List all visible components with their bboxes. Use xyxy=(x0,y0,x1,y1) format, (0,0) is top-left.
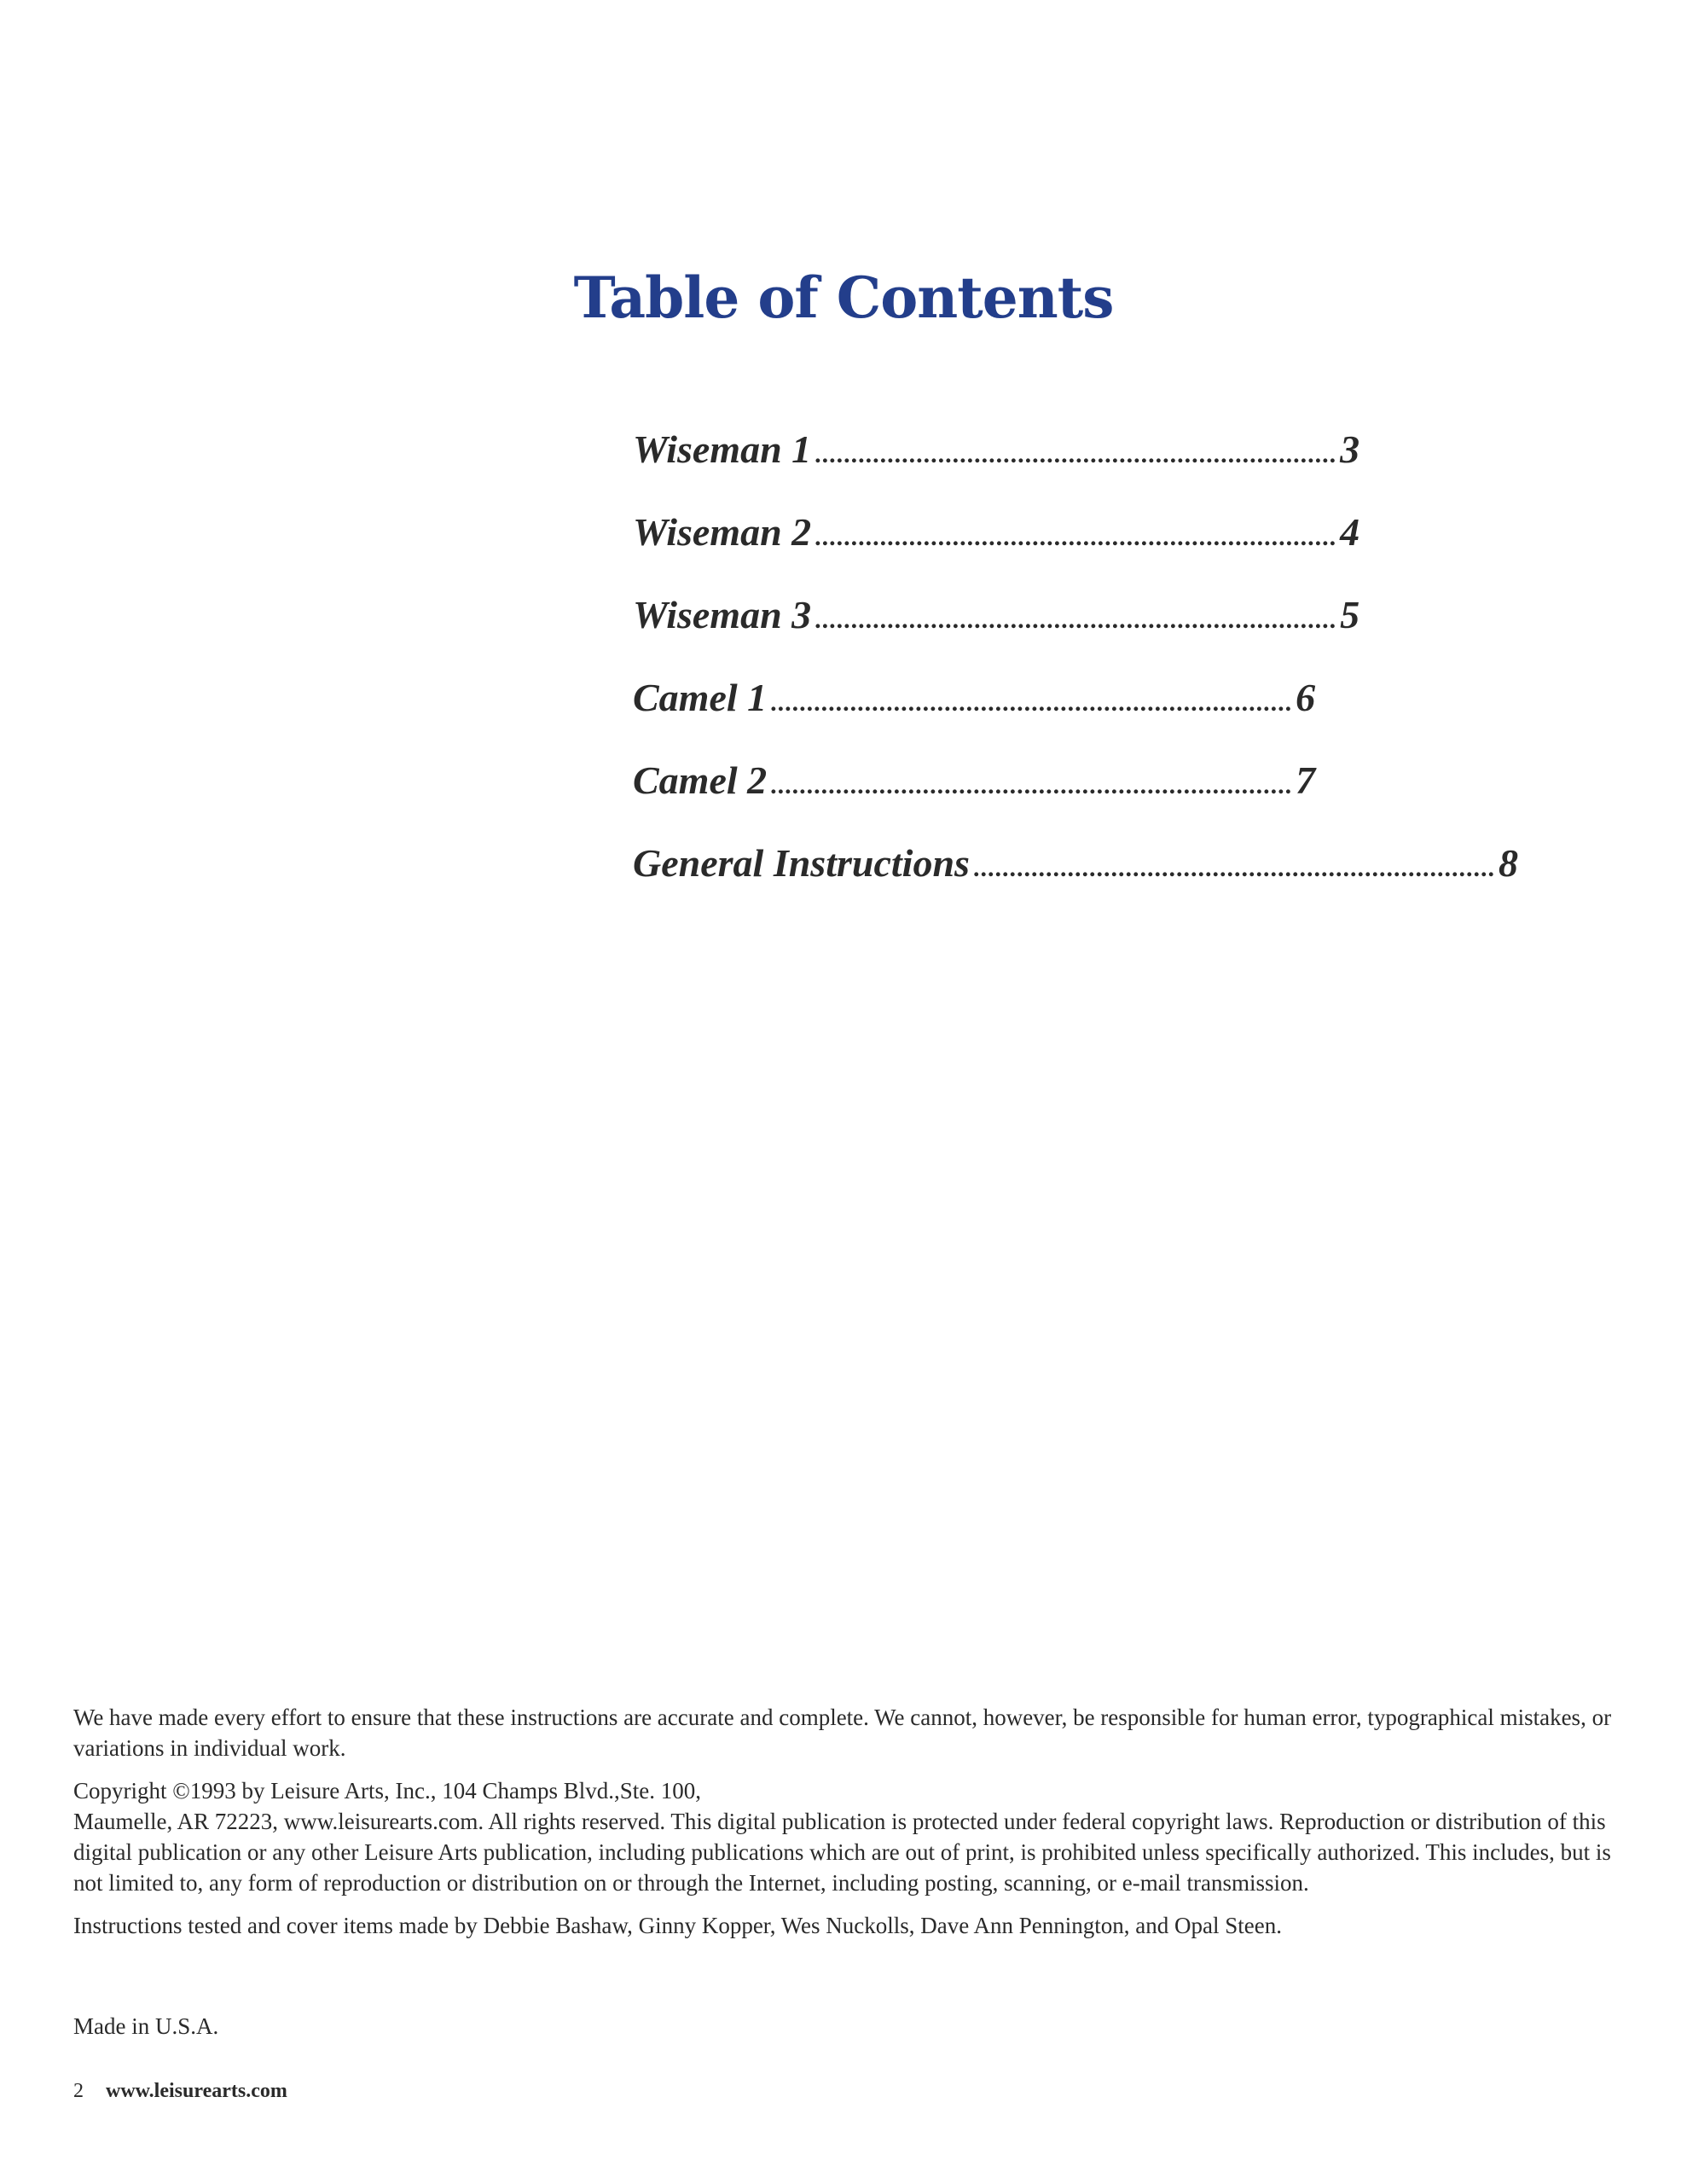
toc-entry-label: Wiseman 3 xyxy=(633,593,812,636)
toc-entry-page: 6 xyxy=(1296,676,1316,719)
toc-entry-page: 8 xyxy=(1498,841,1518,885)
page-number: 2 xyxy=(73,2080,84,2102)
credits-text: Instructions tested and cover items made by Debbie Bashaw, Ginny Kopper, Wes Nuckolls, Dave Ann Pennington, and Opal Steen. xyxy=(73,1913,1282,1938)
toc-entry-page: 7 xyxy=(1296,758,1316,802)
toc-entry[interactable] xyxy=(633,758,1316,840)
toc-entry[interactable] xyxy=(633,427,1360,509)
page-title: Table of Contents xyxy=(573,264,1114,331)
toc-entry-label: Camel 1 xyxy=(633,676,768,719)
disclaimer-text: We have made every effort to ensure that these instructions are accurate and complete. We cannot, however, be responsible for human error, typographical mistakes, or variations in individual work. xyxy=(73,1705,1612,1761)
toc-entry-page: 4 xyxy=(1340,510,1360,554)
toc-entry-page: 3 xyxy=(1340,427,1360,471)
toc-list xyxy=(633,427,1518,923)
toc-entry[interactable] xyxy=(633,840,1518,923)
toc-dot-leader: ........................................................................ xyxy=(770,771,1293,799)
copyright-text xyxy=(73,1775,1617,1898)
legal-notice xyxy=(73,1702,1617,1953)
toc-dot-leader: ........................................................................ xyxy=(815,440,1337,468)
toc-entry[interactable] xyxy=(633,592,1360,675)
copyright-line-1: Copyright ©1993 by Leisure Arts, Inc., 104 Champs Blvd.,Ste. 100, xyxy=(73,1778,701,1804)
toc-entry-page: 5 xyxy=(1340,593,1360,636)
toc-dot-leader: ........................................................................ xyxy=(815,606,1337,634)
website-link[interactable]: www.leisurearts.com xyxy=(106,2080,287,2102)
toc-entry-label: General Instructions xyxy=(633,841,970,885)
toc-entry-label: Wiseman 1 xyxy=(633,427,812,471)
made-in-text: Made in U.S.A. xyxy=(73,2013,219,2039)
page-footer xyxy=(73,2080,287,2103)
toc-entry[interactable] xyxy=(633,509,1360,592)
copyright-line-2: Maumelle, AR 72223, www.leisurearts.com. All rights reserved. This digital publication is protected under federal copyright laws. Reproduction or distribution of this digital publication or any other Leisure Arts publication, including publications which are out of print, is prohibited unless specifically authorized. This includes, but is not limited to, any form of reproduction or distribution on or through the Internet, including posting, scanning, or e-mail transmission. xyxy=(73,1809,1611,1896)
toc-dot-leader: ........................................................................ xyxy=(770,688,1293,717)
toc-dot-leader: ........................................................................ xyxy=(972,854,1495,882)
toc-entry[interactable] xyxy=(633,675,1316,758)
toc-entry-label: Camel 2 xyxy=(633,758,768,802)
toc-dot-leader: ........................................................................ xyxy=(815,523,1337,551)
toc-entry-label: Wiseman 2 xyxy=(633,510,812,554)
